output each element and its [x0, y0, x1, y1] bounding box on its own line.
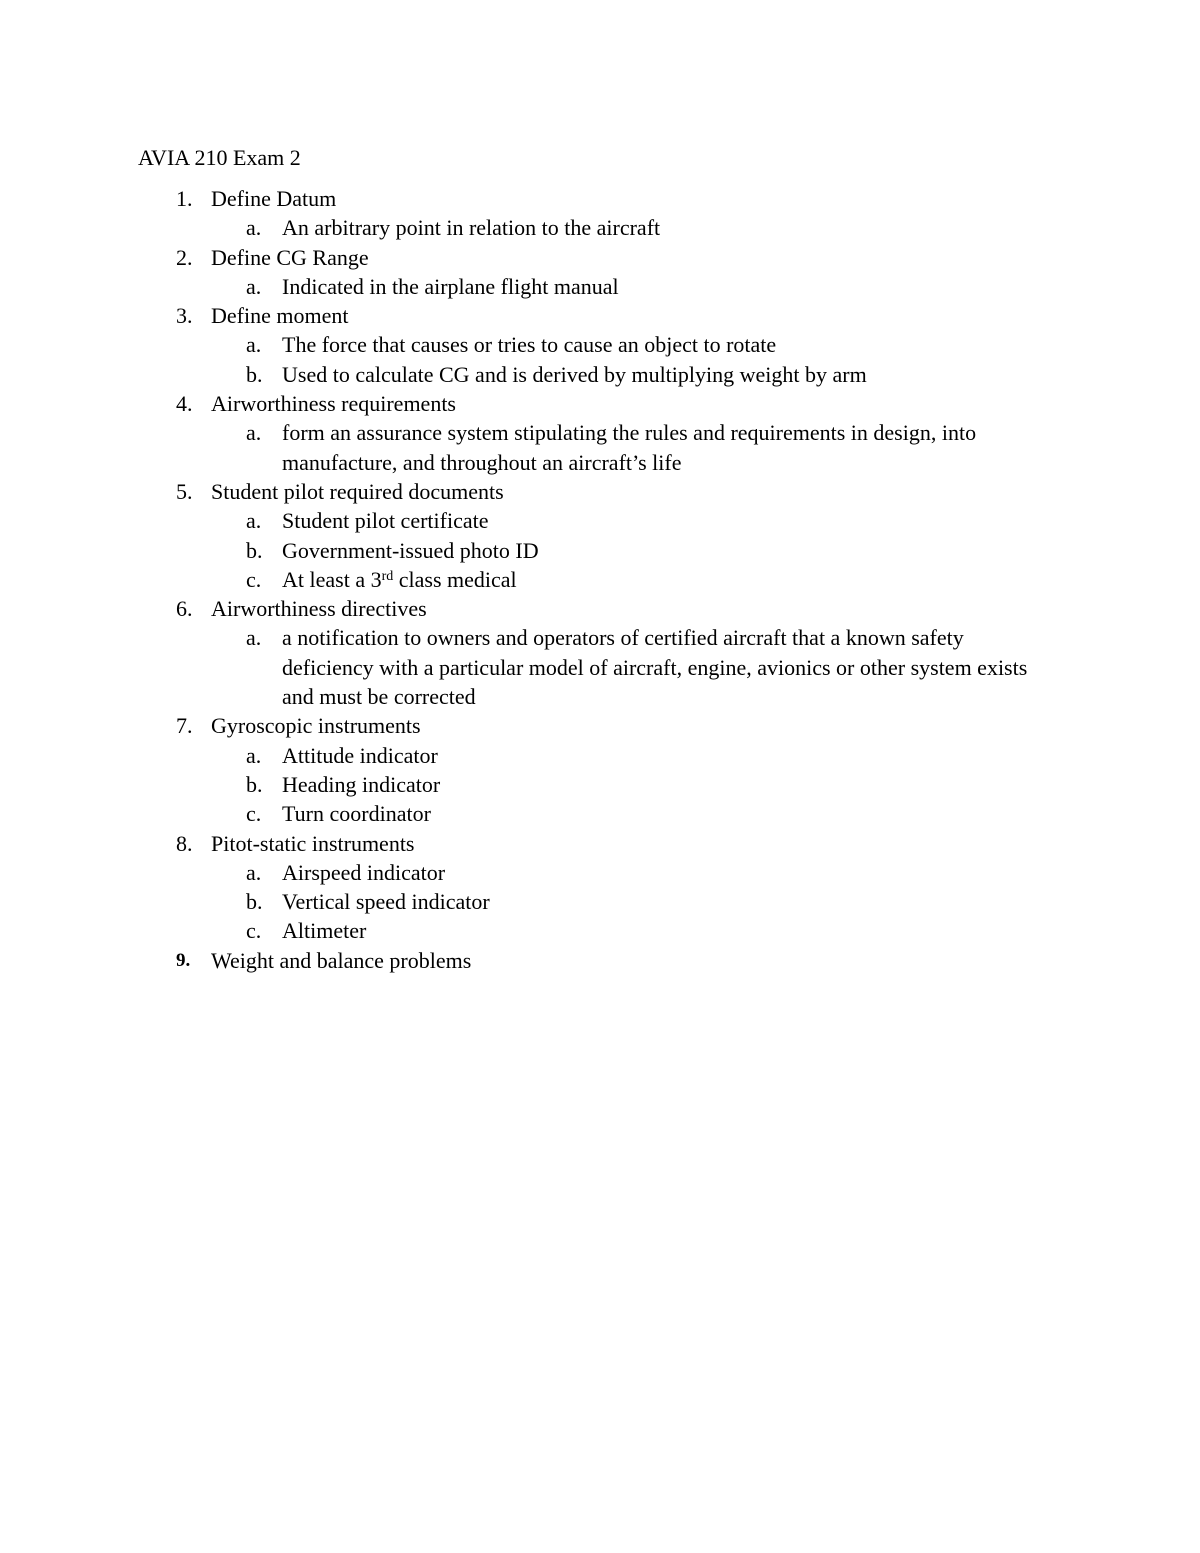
answer-item — [0, 770, 1042, 799]
answer-text: form an assurance system stipulating the rules and requirements in design, into manufacture, and throughout an aircraft’s life — [282, 420, 977, 475]
answer-list — [0, 418, 1200, 477]
question-text: Student pilot required documents — [211, 478, 504, 504]
question-number: 6. — [176, 596, 193, 622]
question-item — [0, 389, 1200, 477]
answer-text: The force that causes or tries to cause an object to rotate — [282, 332, 777, 358]
answer-letter: a. — [246, 215, 262, 241]
answer-text: Student pilot certificate — [282, 508, 489, 534]
question-text: Pitot-static instruments — [211, 830, 415, 856]
answer-item — [0, 360, 1042, 389]
question-text: Define Datum — [211, 186, 337, 211]
answer-item — [0, 272, 1042, 301]
answer-list — [0, 272, 1200, 301]
answer-item — [0, 887, 1042, 916]
answer-item — [0, 741, 1042, 770]
answer-text: An arbitrary point in relation to the aircraft — [282, 215, 661, 241]
answer-item — [0, 536, 1042, 565]
answer-item — [0, 330, 1042, 359]
answer-letter: a. — [246, 420, 262, 446]
answer-item — [0, 799, 1042, 828]
answer-letter: b. — [246, 771, 263, 797]
answer-text: Vertical speed indicator — [282, 889, 490, 915]
answer-item — [0, 565, 1042, 594]
question-item — [0, 829, 1200, 946]
question-number: 3. — [176, 303, 193, 329]
question-item — [0, 477, 1200, 594]
answer-text: Turn coordinator — [282, 801, 431, 827]
question-number: 4. — [176, 391, 193, 417]
answer-letter: a. — [246, 273, 262, 299]
answer-list — [0, 623, 1200, 711]
question-item — [0, 711, 1200, 828]
answer-text: Used to calculate CG and is derived by multiplying weight by arm — [282, 361, 867, 387]
answer-text: Heading indicator — [282, 771, 441, 797]
question-text: Airworthiness requirements — [211, 391, 456, 417]
answer-item — [0, 213, 1042, 242]
answer-letter: a. — [246, 332, 262, 358]
answer-letter: c. — [246, 566, 262, 592]
question-text: Airworthiness directives — [211, 596, 427, 622]
question-list — [0, 184, 1200, 975]
question-number: 1. — [176, 186, 193, 211]
question-item — [0, 184, 1200, 243]
answer-text-start: At least a 3 — [282, 566, 382, 592]
answer-list — [0, 213, 1200, 242]
answer-list — [0, 330, 1200, 389]
answer-item — [0, 623, 1042, 711]
document-title: AVIA 210 Exam 2 — [138, 145, 301, 170]
question-text: Define moment — [211, 303, 349, 329]
question-item — [0, 594, 1200, 711]
answer-text-end: class medical — [393, 566, 517, 592]
answer-letter: b. — [246, 361, 263, 387]
answer-item — [0, 418, 1042, 477]
answer-letter: c. — [246, 918, 262, 944]
ordinal-superscript: rd — [381, 568, 394, 584]
question-text: Weight and balance problems — [211, 947, 472, 973]
answer-item — [0, 916, 1042, 945]
question-number: 5. — [176, 478, 193, 504]
question-text: Define CG Range — [211, 244, 369, 270]
answer-text: Airspeed indicator — [282, 859, 446, 885]
answer-list — [0, 858, 1200, 946]
answer-letter: a. — [246, 508, 262, 534]
answer-letter: c. — [246, 801, 262, 827]
question-item — [0, 946, 1200, 975]
answer-text: Attitude indicator — [282, 742, 438, 768]
answer-letter: b. — [246, 537, 263, 563]
question-text: Gyroscopic instruments — [211, 713, 421, 739]
answer-item — [0, 506, 1042, 535]
answer-item — [0, 858, 1042, 887]
answer-text — [282, 565, 1042, 594]
answer-letter: a. — [246, 859, 262, 885]
answer-list — [0, 506, 1200, 594]
answer-text: Government-issued photo ID — [282, 537, 539, 563]
question-number: 9. — [176, 949, 191, 971]
question-number: 7. — [176, 713, 193, 739]
question-item — [0, 301, 1200, 389]
answer-letter: b. — [246, 889, 263, 915]
answer-list — [0, 741, 1200, 829]
question-item — [0, 243, 1200, 302]
answer-text: Indicated in the airplane flight manual — [282, 273, 619, 299]
question-number: 8. — [176, 830, 193, 856]
answer-letter: a. — [246, 625, 262, 651]
answer-letter: a. — [246, 742, 262, 768]
answer-text: Altimeter — [282, 918, 367, 944]
question-number: 2. — [176, 244, 193, 270]
answer-text: a notification to owners and operators of certified aircraft that a known safety deficiency with a particular model of aircraft, engine, avionics or other system exists and must be corrected — [282, 625, 1028, 710]
